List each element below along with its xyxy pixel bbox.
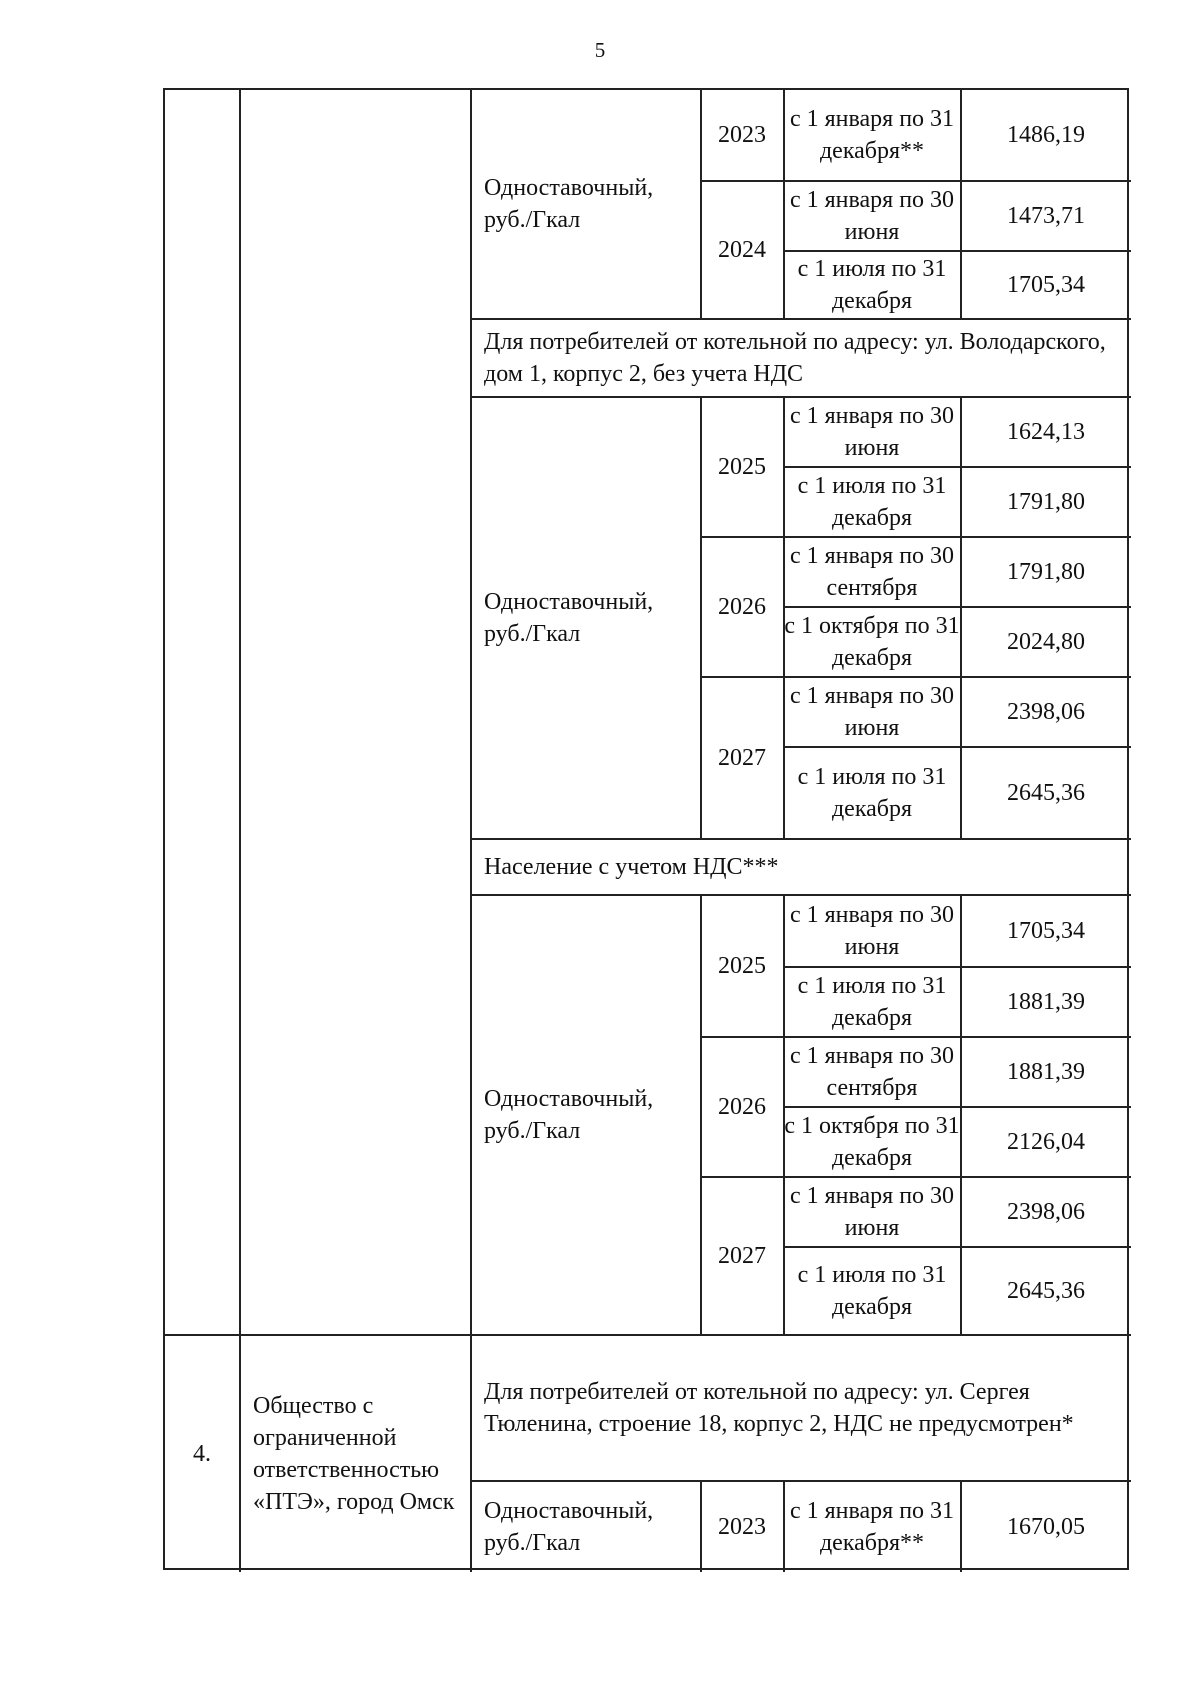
tariff-type-cell: Одноставочный, руб./Гкал: [484, 175, 654, 233]
section-header: Для потребителей от котельной по адресу: ул. Сергея Тюленина, строение 18, корпус 2, НДС не предусмотрен*: [484, 1378, 1074, 1437]
tariff-type-cell: Одноставочный, руб./Гкал: [484, 588, 654, 647]
period-cell: с 1 июля по 31 декабря: [797, 255, 947, 314]
value-cell: 1881,39: [1007, 1058, 1085, 1085]
period-cell: с 1 октября по 31 декабря: [784, 1112, 960, 1171]
year-cell: 2027: [718, 744, 766, 771]
period-cell: с 1 января по 30 июня: [789, 1182, 955, 1241]
year-cell: 2027: [718, 1242, 766, 1269]
year-cell: 2026: [718, 593, 766, 620]
section-header: Население с учетом НДС***: [484, 853, 779, 880]
period-cell: с 1 января по 30 сентября: [789, 542, 955, 601]
value-cell: 1705,34: [1007, 271, 1085, 298]
value-cell: 2024,80: [1007, 628, 1085, 655]
year-cell: 2023: [718, 122, 766, 148]
value-cell: 2645,36: [1007, 1277, 1085, 1304]
period-cell: с 1 января по 30 июня: [789, 402, 955, 461]
value-cell: 1670,05: [1007, 1513, 1085, 1540]
period-cell: с 1 января по 30 июня: [789, 186, 955, 245]
value-cell: 1705,34: [1007, 917, 1085, 944]
value-cell: 1791,80: [1007, 558, 1085, 585]
year-cell: 2025: [718, 952, 766, 979]
tariff-type-cell: Одноставочный, руб./Гкал: [484, 1497, 654, 1556]
value-cell: 1791,80: [1007, 488, 1085, 515]
section-header: Для потребителей от котельной по адресу: ул. Володарского, дом 1, корпус 2, без учета НДС: [484, 328, 1106, 387]
value-cell: 2398,06: [1007, 698, 1085, 725]
tariff-type-cell: Одноставочный, руб./Гкал: [484, 1085, 654, 1144]
period-cell: с 1 июля по 31 декабря: [797, 763, 947, 822]
period-cell: с 1 июля по 31 декабря: [797, 472, 947, 531]
year-cell: 2025: [718, 453, 766, 480]
value-cell: 1473,71: [1007, 202, 1085, 229]
period-cell: с 1 января по 31 декабря**: [789, 1497, 955, 1556]
tariff-table: [163, 88, 1129, 1570]
value-cell: 2645,36: [1007, 779, 1085, 806]
year-cell: 2026: [718, 1093, 766, 1120]
organization-cell: Общество с ограниченной ответственностью «ПТЭ», город Омск: [253, 1392, 455, 1515]
value-cell: 2398,06: [1007, 1198, 1085, 1225]
value-cell: 2126,04: [1007, 1128, 1085, 1155]
value-cell: 1624,13: [1007, 418, 1085, 445]
period-cell: с 1 июля по 31 декабря: [797, 1261, 947, 1320]
row-number-cell: 4.: [193, 1440, 211, 1467]
period-cell: с 1 января по 30 сентября: [789, 1042, 955, 1101]
period-cell: с 1 января по 31 декабря**: [789, 106, 955, 164]
period-cell: с 1 октября по 31 декабря: [784, 612, 960, 671]
period-cell: с 1 января по 30 июня: [789, 682, 955, 741]
year-cell: 2024: [718, 236, 766, 263]
page-number: 5: [594, 38, 606, 62]
value-cell: 1881,39: [1007, 988, 1085, 1015]
period-cell: с 1 июля по 31 декабря: [797, 972, 947, 1031]
year-cell: 2023: [718, 1513, 766, 1540]
period-cell: с 1 января по 30 июня: [789, 901, 955, 960]
value-cell: 1486,19: [1007, 122, 1085, 148]
